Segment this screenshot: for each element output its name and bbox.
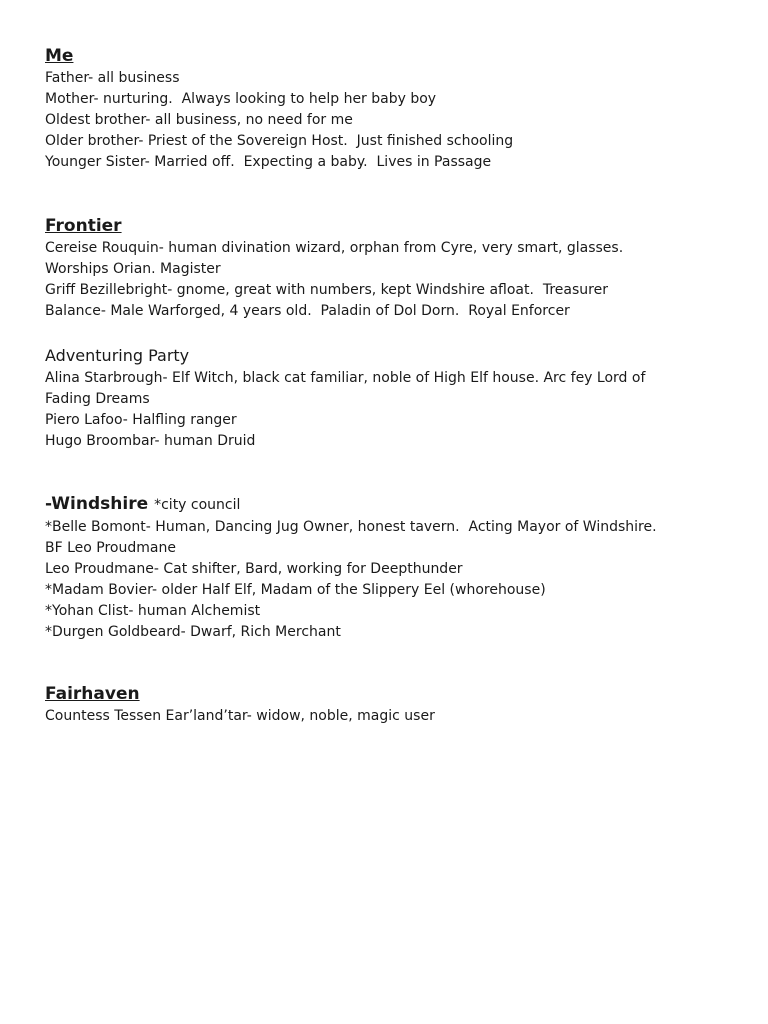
city-council-note: *city council bbox=[154, 497, 241, 513]
heading-windshire-row bbox=[45, 492, 657, 517]
text-line: Hugo Broombar- human Druid bbox=[45, 433, 256, 449]
text-line: Oldest brother- all business, no need for me bbox=[45, 112, 353, 128]
section-frontier bbox=[45, 214, 623, 322]
text-line: *Yohan Clist- human Alchemist bbox=[45, 603, 261, 619]
section-fairhaven bbox=[45, 682, 435, 727]
text-line: Older brother- Priest of the Sovereign Host. Just finished schooling bbox=[45, 133, 514, 149]
heading-me: Me bbox=[45, 46, 74, 66]
text-line: Father- all business bbox=[45, 70, 180, 86]
text-line: Piero Lafoo- Halfling ranger bbox=[45, 412, 237, 428]
text-line: Countess Tessen Ear’land’tar- widow, noble, magic user bbox=[45, 708, 435, 724]
text-line: *Belle Bomont- Human, Dancing Jug Owner, honest tavern. Acting Mayor of Windshire. bbox=[45, 519, 657, 535]
text-line: Mother- nurturing. Always looking to help her baby boy bbox=[45, 91, 437, 107]
text-line: Cereise Rouquin- human divination wizard, orphan from Cyre, very smart, glasses. bbox=[45, 240, 624, 256]
section-me bbox=[45, 44, 513, 173]
text-line: BF Leo Proudmane bbox=[45, 540, 176, 556]
text-line: Griff Bezillebright- gnome, great with numbers, kept Windshire afloat. Treasurer bbox=[45, 282, 608, 298]
text-line: Balance- Male Warforged, 4 years old. Paladin of Dol Dorn. Royal Enforcer bbox=[45, 303, 570, 319]
text-line: Fading Dreams bbox=[45, 391, 150, 407]
heading-windshire: -Windshire bbox=[45, 494, 149, 514]
section-windshire bbox=[45, 492, 657, 643]
text-line: Younger Sister- Married off. Expecting a baby. Lives in Passage bbox=[45, 154, 492, 170]
heading-frontier: Frontier bbox=[45, 216, 122, 236]
heading-fairhaven: Fairhaven bbox=[45, 684, 140, 704]
section-adventuring-party bbox=[45, 344, 645, 452]
text-line: *Durgen Goldbeard- Dwarf, Rich Merchant bbox=[45, 624, 341, 640]
text-line: *Madam Bovier- older Half Elf, Madam of the Slippery Eel (whorehouse) bbox=[45, 582, 546, 598]
text-line: Worships Orian. Magister bbox=[45, 261, 221, 277]
text-line: Alina Starbrough- Elf Witch, black cat familiar, noble of High Elf house. Arc fey Lord of bbox=[45, 370, 646, 386]
heading-adventuring-party: Adventuring Party bbox=[45, 346, 190, 365]
text-line: Leo Proudmane- Cat shifter, Bard, working for Deepthunder bbox=[45, 561, 463, 577]
